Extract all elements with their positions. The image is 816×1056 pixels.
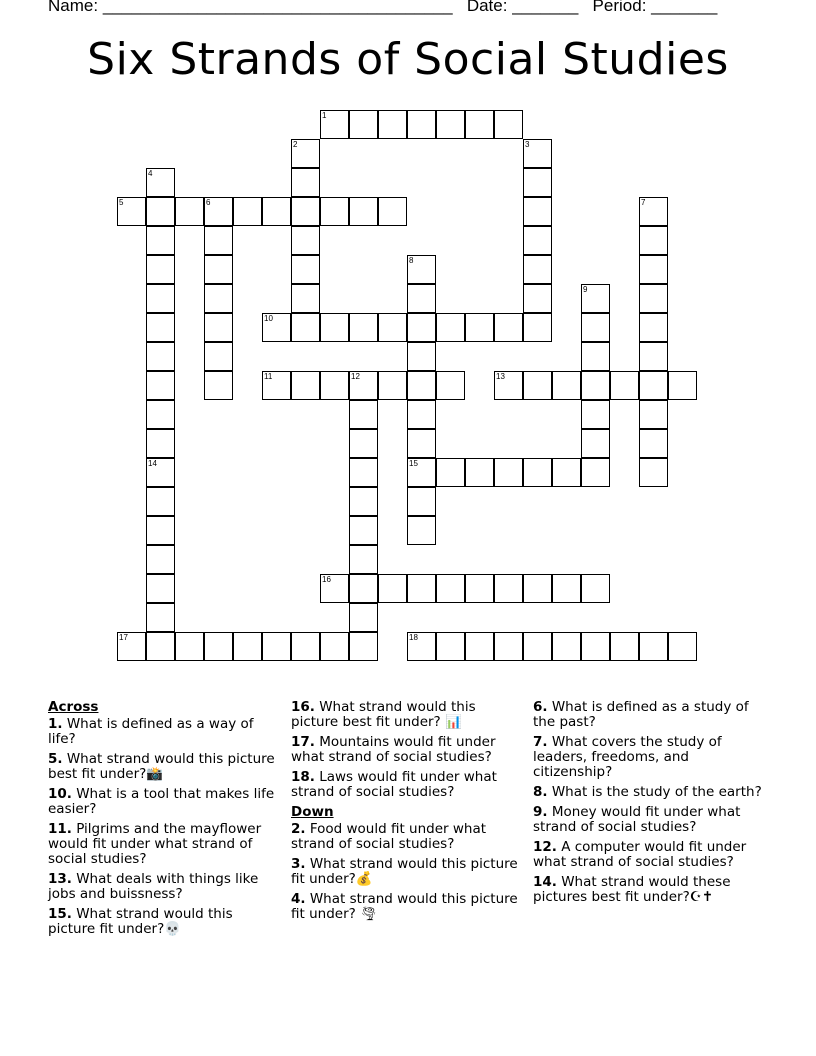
- grid-cell[interactable]: [320, 632, 349, 661]
- grid-cell[interactable]: [349, 545, 378, 574]
- grid-cell[interactable]: [581, 400, 610, 429]
- grid-cell[interactable]: [581, 371, 610, 400]
- grid-cell[interactable]: [349, 632, 378, 661]
- clue: [533, 700, 769, 730]
- across-clue-list: [48, 717, 284, 937]
- grid-cell[interactable]: [146, 458, 175, 487]
- clue-number: 4.: [291, 891, 306, 907]
- cell-number: 6: [206, 198, 211, 207]
- clue: [291, 770, 527, 800]
- clue: [291, 735, 527, 765]
- cell-number: 13: [496, 372, 505, 381]
- clue: [291, 892, 527, 922]
- clue-number: 13.: [48, 871, 72, 887]
- grid-cell[interactable]: [436, 110, 465, 139]
- clues-column-2: [291, 700, 527, 927]
- clue: [48, 717, 284, 747]
- down-clue-list-continued: [533, 700, 769, 905]
- grid-cell[interactable]: [378, 371, 407, 400]
- grid-cell[interactable]: [349, 574, 378, 603]
- grid-cell[interactable]: [146, 255, 175, 284]
- grid-cell[interactable]: [668, 371, 697, 400]
- clue-number: 9.: [533, 804, 548, 820]
- grid-cell[interactable]: [639, 371, 668, 400]
- clue-number: 6.: [533, 699, 548, 715]
- grid-cell[interactable]: [349, 603, 378, 632]
- grid-cell[interactable]: [175, 632, 204, 661]
- clue-number: 18.: [291, 769, 315, 785]
- grid-cell[interactable]: [349, 197, 378, 226]
- name-field[interactable]: _____________________________________: [102, 0, 453, 15]
- grid-cell[interactable]: [146, 429, 175, 458]
- grid-cell[interactable]: [494, 458, 523, 487]
- grid-cell[interactable]: [581, 632, 610, 661]
- clue-text: What strand would this picture fit under? 🌪: [291, 891, 518, 922]
- grid-cell[interactable]: [291, 197, 320, 226]
- grid-cell[interactable]: [262, 632, 291, 661]
- grid-cell[interactable]: [494, 574, 523, 603]
- grid-cell[interactable]: [291, 313, 320, 342]
- grid-cell[interactable]: [581, 342, 610, 371]
- clue: [48, 907, 284, 937]
- clue-text: What covers the study of leaders, freedoms, and citizenship?: [533, 734, 722, 780]
- grid-cell[interactable]: [146, 400, 175, 429]
- grid-cell[interactable]: [523, 284, 552, 313]
- cell-number: 12: [351, 372, 360, 381]
- grid-cell[interactable]: [320, 371, 349, 400]
- grid-cell[interactable]: [581, 284, 610, 313]
- date-label: Date:: [466, 0, 508, 15]
- period-field[interactable]: _______: [651, 0, 718, 15]
- clue-number: 1.: [48, 716, 63, 732]
- grid-cell[interactable]: [233, 632, 262, 661]
- grid-cell[interactable]: [639, 342, 668, 371]
- grid-cell[interactable]: [639, 197, 668, 226]
- clue: [48, 787, 284, 817]
- grid-cell[interactable]: [349, 487, 378, 516]
- grid-cell[interactable]: [494, 632, 523, 661]
- clue-text: What strand would this picture fit under?💀: [48, 906, 233, 937]
- grid-cell[interactable]: [146, 545, 175, 574]
- clue-text: Pilgrims and the mayflower would fit under what strand of social studies?: [48, 821, 262, 867]
- grid-cell[interactable]: [204, 632, 233, 661]
- grid-cell[interactable]: [146, 342, 175, 371]
- grid-cell[interactable]: [146, 574, 175, 603]
- grid-cell[interactable]: [204, 284, 233, 313]
- cell-number: 2: [293, 140, 298, 149]
- grid-cell[interactable]: [436, 632, 465, 661]
- grid-cell[interactable]: [146, 197, 175, 226]
- grid-cell[interactable]: [465, 110, 494, 139]
- grid-cell[interactable]: [523, 313, 552, 342]
- grid-cell[interactable]: [407, 400, 436, 429]
- grid-cell[interactable]: [291, 284, 320, 313]
- grid-cell[interactable]: [639, 313, 668, 342]
- clue-text: What strand would these pictures best fit under?☪✝: [533, 874, 731, 905]
- grid-cell[interactable]: [436, 313, 465, 342]
- clue-text: Money would fit under what strand of social studies?: [533, 804, 741, 835]
- grid-cell[interactable]: [523, 458, 552, 487]
- down-clue-list: [291, 822, 527, 922]
- grid-cell[interactable]: [204, 313, 233, 342]
- clue-text: What is the study of the earth?: [547, 784, 762, 800]
- cell-number: 1: [322, 111, 327, 120]
- clue-text: What is defined as a study of the past?: [533, 699, 749, 730]
- grid-cell[interactable]: [436, 371, 465, 400]
- clue: [291, 822, 527, 852]
- date-field[interactable]: _______: [512, 0, 579, 15]
- down-heading: Down: [291, 804, 334, 820]
- grid-cell[interactable]: [407, 371, 436, 400]
- grid-cell[interactable]: [639, 429, 668, 458]
- clue-text: What deals with things like jobs and buissness?: [48, 871, 259, 902]
- clue-number: 8.: [533, 784, 548, 800]
- clue-number: 16.: [291, 699, 315, 715]
- clues-column-1: [48, 700, 284, 942]
- grid-cell[interactable]: [465, 458, 494, 487]
- grid-cell[interactable]: [610, 371, 639, 400]
- grid-cell[interactable]: [320, 313, 349, 342]
- grid-cell[interactable]: [378, 313, 407, 342]
- grid-cell[interactable]: [349, 429, 378, 458]
- grid-cell[interactable]: [146, 371, 175, 400]
- grid-cell[interactable]: [146, 284, 175, 313]
- grid-cell[interactable]: [407, 342, 436, 371]
- grid-cell[interactable]: [407, 632, 436, 661]
- grid-cell[interactable]: [523, 255, 552, 284]
- grid-cell[interactable]: [291, 168, 320, 197]
- grid-cell[interactable]: [262, 197, 291, 226]
- grid-cell[interactable]: [668, 632, 697, 661]
- grid-cell[interactable]: [262, 313, 291, 342]
- clue-number: 7.: [533, 734, 548, 750]
- grid-cell[interactable]: [320, 110, 349, 139]
- grid-cell[interactable]: [465, 574, 494, 603]
- clue-number: 17.: [291, 734, 315, 750]
- grid-cell[interactable]: [639, 458, 668, 487]
- grid-cell[interactable]: [523, 226, 552, 255]
- grid-cell[interactable]: [349, 458, 378, 487]
- grid-cell[interactable]: [349, 371, 378, 400]
- clues-column-3: [533, 700, 769, 910]
- grid-cell[interactable]: [523, 574, 552, 603]
- grid-cell[interactable]: [407, 284, 436, 313]
- grid-cell[interactable]: [407, 487, 436, 516]
- grid-cell[interactable]: [436, 458, 465, 487]
- grid-cell[interactable]: [407, 255, 436, 284]
- cell-number: 10: [264, 314, 273, 323]
- grid-cell[interactable]: [639, 400, 668, 429]
- grid-cell[interactable]: [204, 342, 233, 371]
- clue: [48, 822, 284, 867]
- grid-cell[interactable]: [581, 429, 610, 458]
- cell-number: 16: [322, 575, 331, 584]
- grid-cell[interactable]: [523, 139, 552, 168]
- grid-cell[interactable]: [204, 371, 233, 400]
- clue: [48, 752, 284, 782]
- grid-cell[interactable]: [378, 110, 407, 139]
- grid-cell[interactable]: [146, 603, 175, 632]
- grid-cell[interactable]: [146, 516, 175, 545]
- cell-number: 9: [583, 285, 588, 294]
- grid-cell[interactable]: [407, 429, 436, 458]
- clue-number: 2.: [291, 821, 306, 837]
- grid-cell[interactable]: [407, 313, 436, 342]
- grid-cell[interactable]: [610, 632, 639, 661]
- grid-cell[interactable]: [581, 574, 610, 603]
- clue-text: What strand would this picture best fit under? 📊: [291, 699, 476, 730]
- cell-number: 18: [409, 633, 418, 642]
- grid-cell[interactable]: [146, 313, 175, 342]
- grid-cell[interactable]: [523, 197, 552, 226]
- grid-cell[interactable]: [378, 197, 407, 226]
- clue-text: Laws would fit under what strand of social studies?: [291, 769, 497, 800]
- page-title: Six Strands of Social Studies: [87, 34, 729, 85]
- grid-cell[interactable]: [146, 168, 175, 197]
- grid-cell[interactable]: [175, 197, 204, 226]
- cell-number: 15: [409, 459, 418, 468]
- grid-cell[interactable]: [146, 632, 175, 661]
- grid-cell[interactable]: [407, 516, 436, 545]
- clue: [533, 840, 769, 870]
- grid-cell[interactable]: [291, 255, 320, 284]
- grid-cell[interactable]: [552, 371, 581, 400]
- across-heading: Across: [48, 699, 99, 715]
- grid-cell[interactable]: [146, 226, 175, 255]
- clue-number: 12.: [533, 839, 557, 855]
- clue: [291, 700, 527, 730]
- grid-cell[interactable]: [465, 313, 494, 342]
- grid-cell[interactable]: [465, 632, 494, 661]
- grid-cell[interactable]: [494, 110, 523, 139]
- grid-cell[interactable]: [407, 110, 436, 139]
- grid-cell[interactable]: [494, 371, 523, 400]
- grid-cell[interactable]: [349, 110, 378, 139]
- clue-number: 10.: [48, 786, 72, 802]
- grid-cell[interactable]: [523, 371, 552, 400]
- grid-cell[interactable]: [262, 371, 291, 400]
- clue-number: 11.: [48, 821, 72, 837]
- grid-cell[interactable]: [349, 516, 378, 545]
- cell-number: 7: [641, 198, 646, 207]
- cell-number: 4: [148, 169, 153, 178]
- grid-cell[interactable]: [581, 313, 610, 342]
- grid-cell[interactable]: [581, 458, 610, 487]
- across-clue-list-continued: [291, 700, 527, 800]
- clue-text: What strand would this picture best fit under?📸: [48, 751, 275, 782]
- grid-cell[interactable]: [291, 371, 320, 400]
- cell-number: 17: [119, 633, 128, 642]
- grid-cell[interactable]: [639, 255, 668, 284]
- grid-cell[interactable]: [378, 574, 407, 603]
- grid-cell[interactable]: [523, 168, 552, 197]
- clue-text: A computer would fit under what strand of social studies?: [533, 839, 747, 870]
- grid-cell[interactable]: [523, 632, 552, 661]
- clue: [533, 785, 769, 800]
- grid-cell[interactable]: [233, 197, 262, 226]
- clue-number: 15.: [48, 906, 72, 922]
- clue-text: Mountains would fit under what strand of social studies?: [291, 734, 496, 765]
- grid-cell[interactable]: [146, 487, 175, 516]
- grid-cell[interactable]: [320, 574, 349, 603]
- cell-number: 3: [525, 140, 530, 149]
- cell-number: 14: [148, 459, 157, 468]
- grid-cell[interactable]: [639, 226, 668, 255]
- grid-cell[interactable]: [639, 284, 668, 313]
- grid-cell[interactable]: [291, 139, 320, 168]
- grid-cell[interactable]: [349, 313, 378, 342]
- grid-cell[interactable]: [436, 574, 465, 603]
- clue-number: 3.: [291, 856, 306, 872]
- clue-text: What strand would this picture fit under?💰: [291, 856, 518, 887]
- period-label: Period:: [592, 0, 647, 15]
- grid-cell[interactable]: [349, 400, 378, 429]
- grid-cell[interactable]: [407, 574, 436, 603]
- grid-cell[interactable]: [494, 313, 523, 342]
- grid-cell[interactable]: [291, 226, 320, 255]
- grid-cell[interactable]: [552, 632, 581, 661]
- clue-text: Food would fit under what strand of social studies?: [291, 821, 487, 852]
- grid-cell[interactable]: [407, 458, 436, 487]
- name-label: Name:: [48, 0, 99, 15]
- clue-number: 14.: [533, 874, 557, 890]
- clue: [533, 875, 769, 905]
- cell-number: 11: [264, 372, 273, 381]
- grid-cell[interactable]: [204, 197, 233, 226]
- clue-text: What is a tool that makes life easier?: [48, 786, 275, 817]
- grid-cell[interactable]: [204, 226, 233, 255]
- clue-number: 5.: [48, 751, 63, 767]
- clue: [291, 857, 527, 887]
- grid-cell[interactable]: [320, 197, 349, 226]
- clue: [48, 872, 284, 902]
- grid-cell[interactable]: [291, 632, 320, 661]
- cell-number: 8: [409, 256, 414, 265]
- grid-cell[interactable]: [552, 458, 581, 487]
- cell-number: 5: [119, 198, 124, 207]
- grid-cell[interactable]: [204, 255, 233, 284]
- clue: [533, 735, 769, 780]
- grid-cell[interactable]: [639, 632, 668, 661]
- grid-cell[interactable]: [117, 632, 146, 661]
- grid-cell[interactable]: [552, 574, 581, 603]
- grid-cell[interactable]: [117, 197, 146, 226]
- clue-text: What is defined as a way of life?: [48, 716, 254, 747]
- clue: [533, 805, 769, 835]
